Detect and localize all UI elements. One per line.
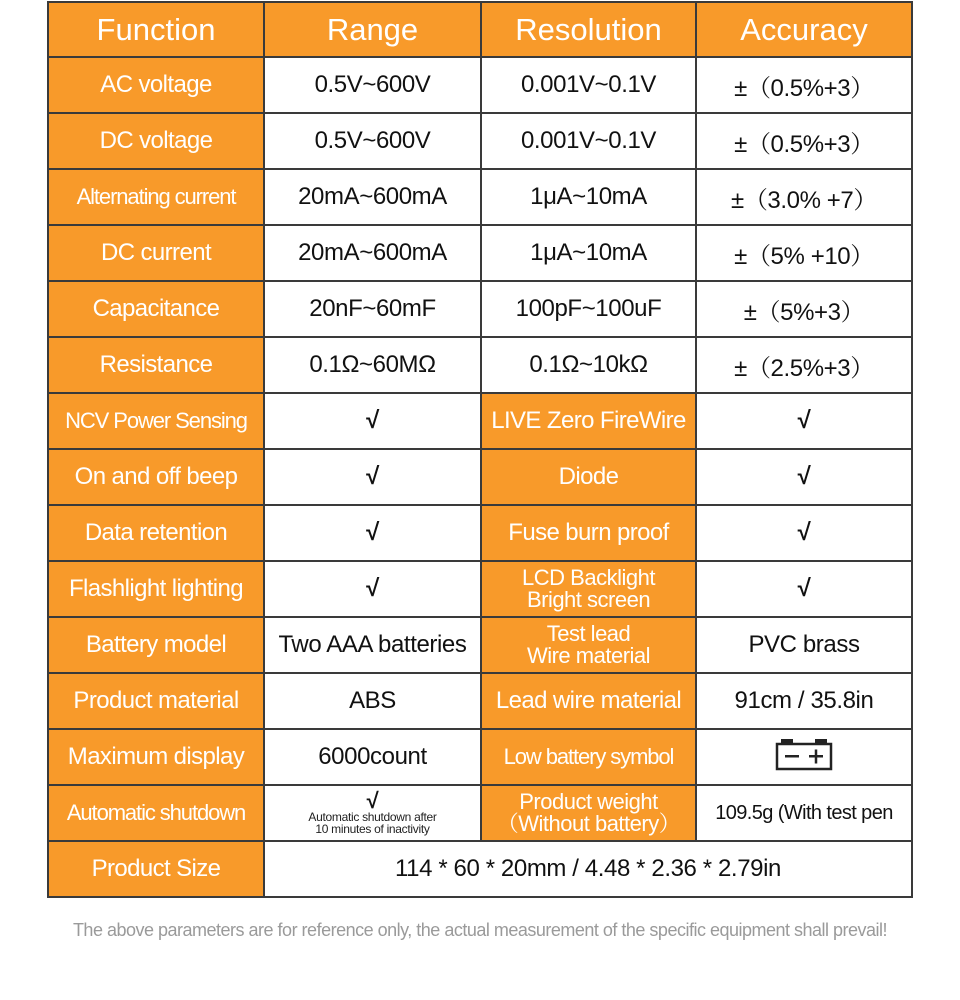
feature-label: [481, 561, 696, 617]
feature-check: √: [696, 449, 912, 505]
feature-value: 6000count: [264, 729, 481, 785]
feature-label: Automatic shutdown: [48, 785, 264, 841]
feature-value: PVC brass: [696, 617, 912, 673]
feature-row: [48, 729, 912, 785]
function-label: Resistance: [48, 337, 264, 393]
header-resolution: Resolution: [481, 2, 696, 57]
spec-table: [47, 1, 913, 898]
header-range: Range: [264, 2, 481, 57]
size-value: 114 * 60 * 20mm / 4.48 * 2.36 * 2.79in: [264, 841, 912, 897]
table-row: [48, 281, 912, 337]
header-function: Function: [48, 2, 264, 57]
feature-label: Data retention: [48, 505, 264, 561]
feature-row: [48, 673, 912, 729]
feature-value: 109.5g (With test pen: [696, 785, 912, 841]
resolution-value: 1μA~10mA: [481, 169, 696, 225]
feature-row: [48, 393, 912, 449]
feature-check: √: [264, 393, 481, 449]
function-label: AC voltage: [48, 57, 264, 113]
size-label: Product Size: [48, 841, 264, 897]
feature-label-line: （Without battery）: [496, 811, 681, 836]
feature-check: √: [264, 505, 481, 561]
shutdown-note-line: 10 minutes of inactivity: [315, 822, 430, 836]
table-row: [48, 169, 912, 225]
range-value: 20mA~600mA: [264, 225, 481, 281]
feature-check: √: [264, 561, 481, 617]
feature-label: Battery model: [48, 617, 264, 673]
feature-label-line: Bright screen: [526, 587, 651, 612]
feature-value: Two AAA batteries: [264, 617, 481, 673]
accuracy-value: ±（3.0% +7）: [696, 169, 912, 225]
function-label: Capacitance: [48, 281, 264, 337]
header-accuracy: Accuracy: [696, 2, 912, 57]
size-row: [48, 841, 912, 897]
function-label: Alternating current: [48, 169, 264, 225]
feature-check: √: [264, 449, 481, 505]
resolution-value: 1μA~10mA: [481, 225, 696, 281]
function-label: DC voltage: [48, 113, 264, 169]
accuracy-value: ±（5%+3）: [696, 281, 912, 337]
feature-value: 91cm / 35.8in: [696, 673, 912, 729]
disclaimer-text: The above parameters are for reference only, the actual measurement of the specific equipment shall prevail!: [72, 920, 888, 940]
feature-check: √: [696, 561, 912, 617]
table-row: [48, 113, 912, 169]
function-label: DC current: [48, 225, 264, 281]
feature-row: [48, 449, 912, 505]
feature-label: Fuse burn proof: [481, 505, 696, 561]
battery-icon: [775, 737, 833, 778]
feature-check: √: [366, 788, 379, 813]
feature-row: [48, 785, 912, 841]
feature-value: [264, 785, 481, 841]
accuracy-value: ±（0.5%+3）: [696, 113, 912, 169]
feature-label: NCV Power Sensing: [48, 393, 264, 449]
feature-label-line: LCD Backlight: [522, 565, 655, 590]
resolution-value: 100pF~100uF: [481, 281, 696, 337]
header-row: [48, 2, 912, 57]
shutdown-note-line: Automatic shutdown after: [308, 810, 437, 824]
table-row: [48, 225, 912, 281]
range-value: 0.1Ω~60MΩ: [264, 337, 481, 393]
feature-label: Flashlight lighting: [48, 561, 264, 617]
feature-label-line: Wire material: [526, 643, 651, 668]
feature-label: Product material: [48, 673, 264, 729]
feature-label: On and off beep: [48, 449, 264, 505]
feature-label-line: Test lead: [546, 621, 631, 646]
feature-label: LIVE Zero FireWire: [481, 393, 696, 449]
feature-label: [481, 617, 696, 673]
resolution-value: 0.1Ω~10kΩ: [481, 337, 696, 393]
feature-row: [48, 505, 912, 561]
feature-label: Maximum display: [48, 729, 264, 785]
table-row: [48, 57, 912, 113]
resolution-value: 0.001V~0.1V: [481, 113, 696, 169]
range-value: 20mA~600mA: [264, 169, 481, 225]
feature-value: ABS: [264, 673, 481, 729]
feature-label: [481, 785, 696, 841]
table-row: [48, 337, 912, 393]
feature-row: [48, 561, 912, 617]
feature-label: Low battery symbol: [481, 729, 696, 785]
feature-check: √: [696, 505, 912, 561]
range-value: 0.5V~600V: [264, 57, 481, 113]
feature-row: [48, 617, 912, 673]
feature-label: Lead wire material: [481, 673, 696, 729]
feature-value: [696, 729, 912, 785]
accuracy-value: ±（2.5%+3）: [696, 337, 912, 393]
feature-label-line: Product weight: [519, 789, 658, 814]
accuracy-value: ±（5% +10）: [696, 225, 912, 281]
range-value: 0.5V~600V: [264, 113, 481, 169]
accuracy-value: ±（0.5%+3）: [696, 57, 912, 113]
feature-label: Diode: [481, 449, 696, 505]
resolution-value: 0.001V~0.1V: [481, 57, 696, 113]
feature-check: √: [696, 393, 912, 449]
range-value: 20nF~60mF: [264, 281, 481, 337]
